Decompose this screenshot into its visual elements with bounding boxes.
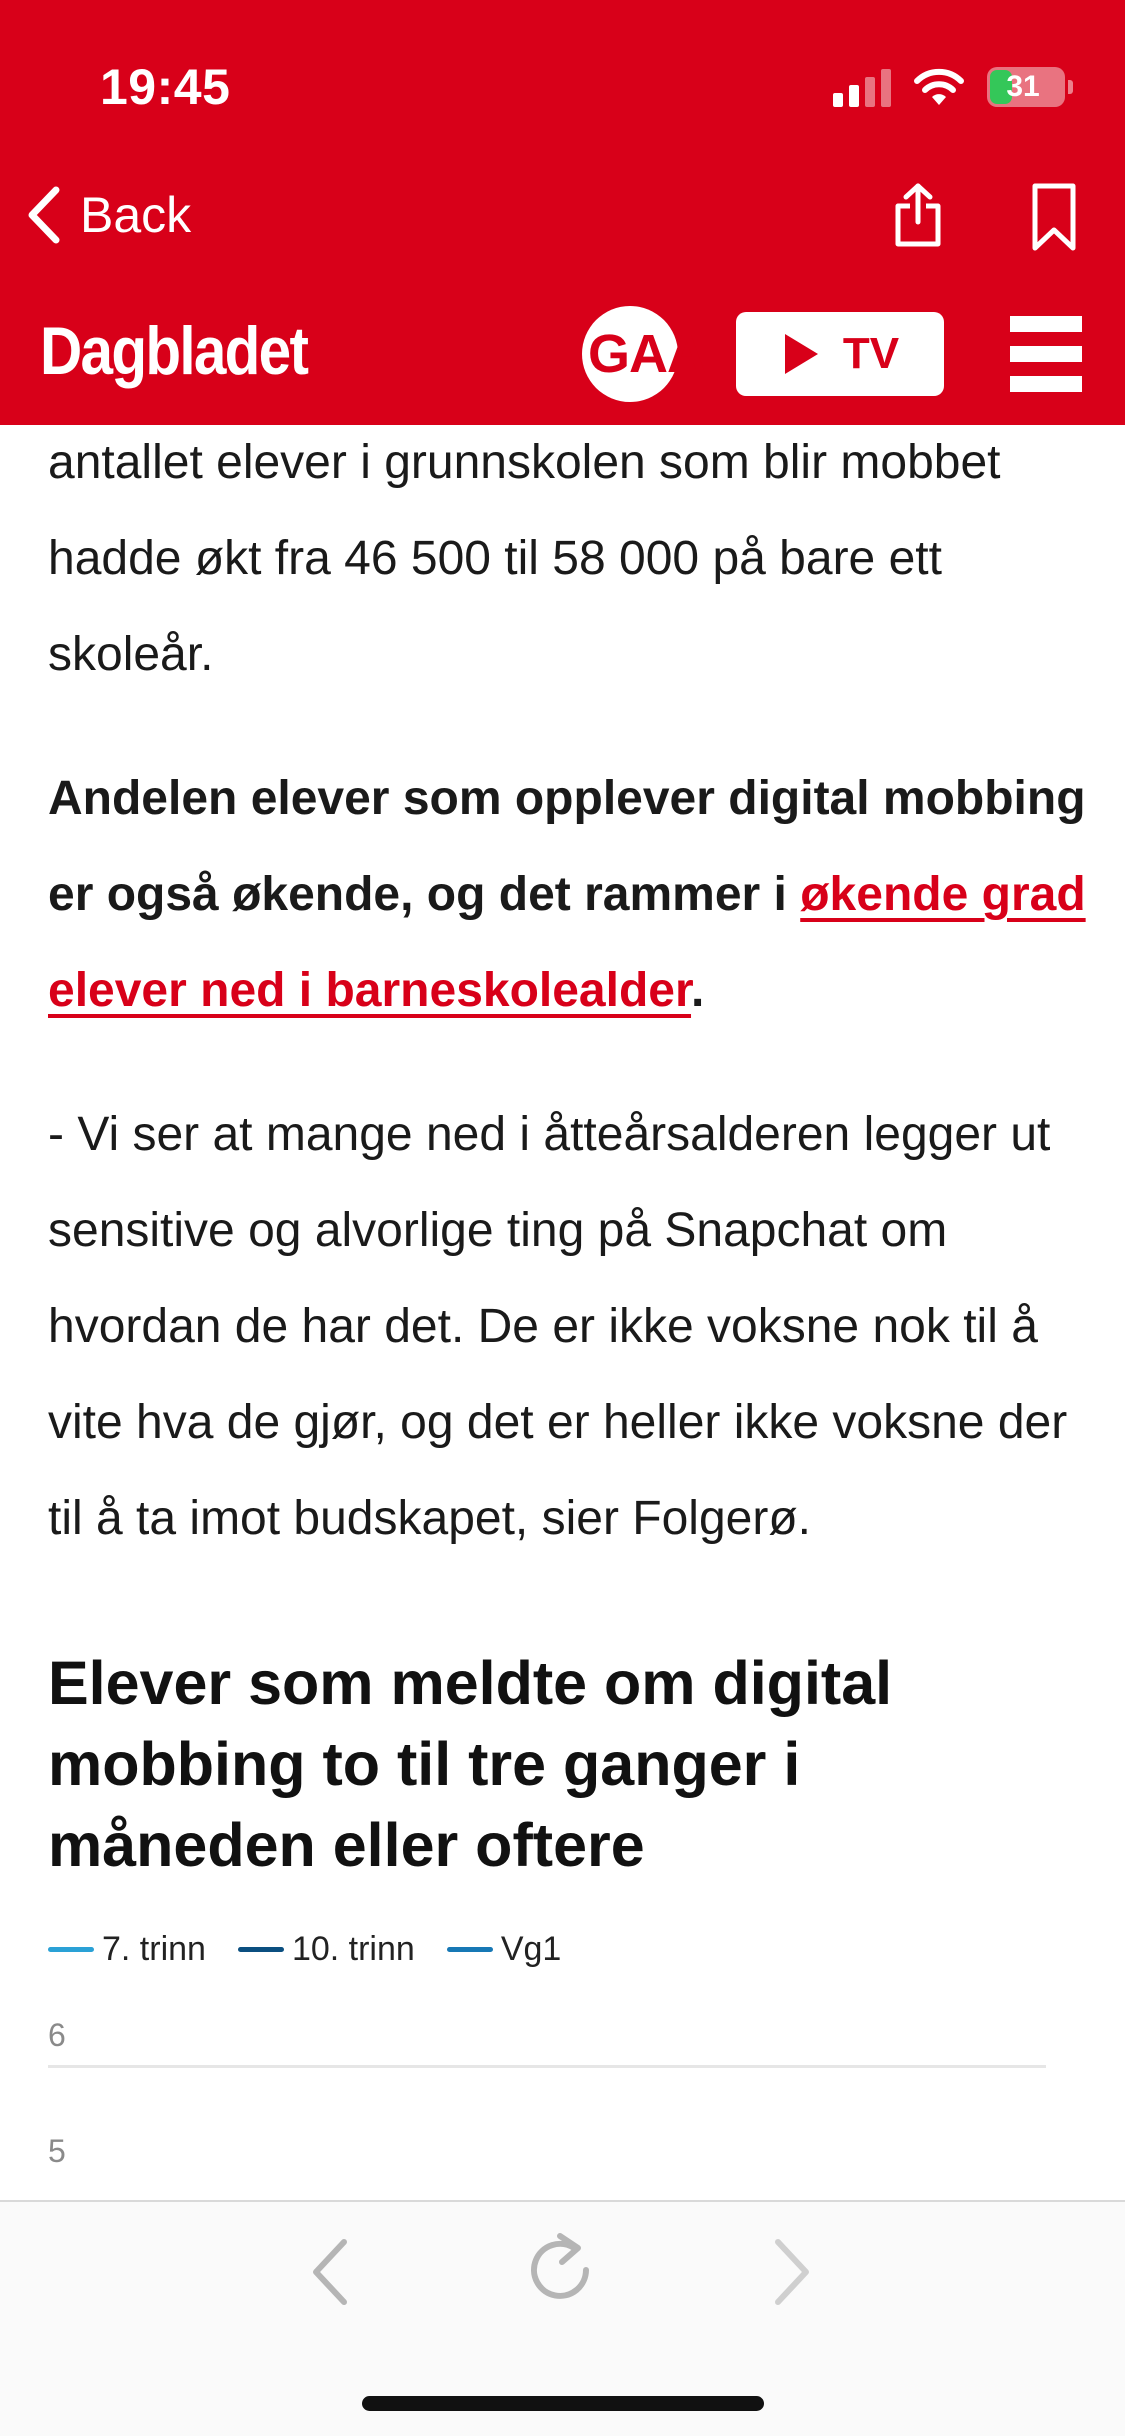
status-time: 19:45 xyxy=(100,59,231,115)
hamburger-menu-icon[interactable] xyxy=(1010,316,1082,392)
reload-icon[interactable] xyxy=(522,2230,602,2312)
chart-legend xyxy=(48,1930,1088,1969)
bookmark-icon[interactable] xyxy=(1030,182,1078,252)
forward-arrow-icon[interactable] xyxy=(762,2232,822,2312)
gaa-label: GAA xyxy=(588,324,705,384)
article-paragraph-bold xyxy=(48,751,1088,1039)
chart-area xyxy=(48,2017,1048,2177)
home-indicator xyxy=(362,2396,764,2411)
share-icon[interactable] xyxy=(890,182,946,248)
y-tick-label: 5 xyxy=(48,2133,66,2169)
legend-label: 10. trinn xyxy=(291,1930,415,1968)
status-icons xyxy=(833,64,1065,110)
back-label: Back xyxy=(80,187,192,243)
battery-icon xyxy=(987,67,1065,107)
tv-button[interactable] xyxy=(736,312,944,396)
cellular-signal-icon xyxy=(833,67,891,107)
back-button[interactable] xyxy=(24,180,191,250)
site-logo[interactable]: Dagbladet xyxy=(40,313,308,389)
legend-swatch xyxy=(238,1947,284,1952)
legend-item-7-trinn[interactable] xyxy=(48,1930,206,1969)
chart-title: Elever som meldte om digital mobbing to til tre ganger i måneden eller oftere xyxy=(48,1649,893,1879)
back-arrow-icon[interactable] xyxy=(300,2232,360,2312)
gridline xyxy=(48,2065,1046,2068)
article-link[interactable]: økende grad elever ned i barneskolealder xyxy=(48,868,1086,1017)
y-tick-label: 6 xyxy=(48,2017,66,2053)
paragraph-text: Andelen elever som opplever digital mobbing er også økende, og det rammer i xyxy=(48,772,1086,921)
article-paragraph: antallet elever i grunnskolen som blir mobbet hadde økt fra 46 500 til 58 000 på bare ett skoleår. xyxy=(48,436,1001,681)
tv-label: TV xyxy=(842,329,900,378)
legend-item-vg1[interactable] xyxy=(447,1930,562,1969)
play-icon xyxy=(781,331,821,377)
gaa-button[interactable] xyxy=(582,306,705,402)
legend-item-10-trinn[interactable] xyxy=(238,1930,415,1969)
legend-label: Vg1 xyxy=(500,1930,562,1968)
article-quote: - Vi ser at mange ned i åtteårsalderen legger ut sensitive og alvorlige ting på Snapchat om hvordan de har det. De er ikke voksne nok til å vite hva de gjør, og det er heller ikke voksne der til å ta imot budskapet, sier Folgerø. xyxy=(48,1108,1068,1545)
paragraph-end: . xyxy=(691,964,705,1017)
legend-label: 7. trinn xyxy=(102,1930,206,1968)
legend-swatch xyxy=(447,1947,493,1952)
article-body xyxy=(48,415,1088,2177)
wifi-icon xyxy=(913,67,965,107)
battery-label: 31 xyxy=(1006,70,1040,103)
chevron-left-icon xyxy=(24,184,64,246)
legend-swatch xyxy=(48,1947,94,1952)
